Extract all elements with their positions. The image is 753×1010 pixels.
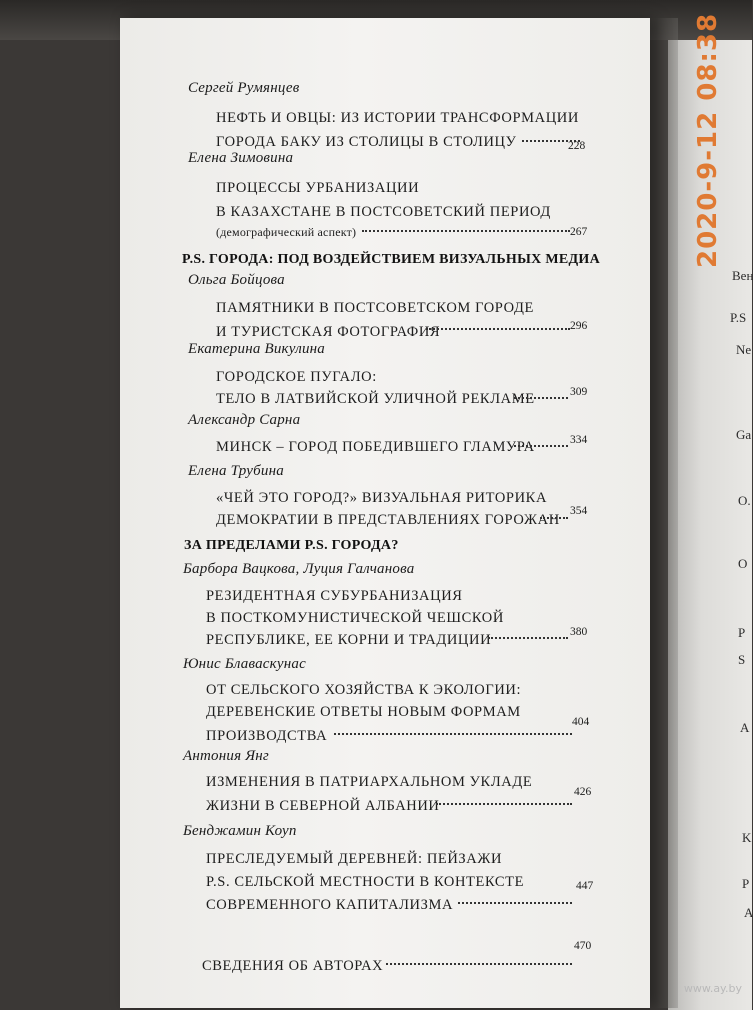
leader-dots (540, 517, 568, 519)
adjacent-page-fragment: Ne (736, 342, 752, 357)
entry-title-line: ПАМЯТНИКИ В ПОСТСОВЕТСКОМ ГОРОДЕ (216, 300, 534, 316)
author-name: Екатерина Викулина (188, 341, 326, 357)
author-name: Юнис Блаваскунас (183, 656, 306, 672)
author-name: Елена Трубина (188, 463, 284, 479)
author-name: Елена Зимовина (188, 150, 294, 166)
entry-title-line: ПРЕСЛЕДУЕМЫЙ ДЕРЕВНЕЙ: ПЕЙЗАЖИ (206, 851, 503, 867)
author-name: Ольга Бойцова (188, 272, 285, 288)
section-heading: ЗА ПРЕДЕЛАМИ P.S. ГОРОДА? (184, 538, 399, 553)
entry-title-line: ГОРОДА БАКУ ИЗ СТОЛИЦЫ В СТОЛИЦУ (216, 134, 517, 150)
adjacent-page-fragment: Вен (732, 268, 753, 283)
entry-title-line: ПРОЦЕССЫ УРБАНИЗАЦИИ (216, 180, 420, 196)
author-name: Сергей Румянцев (188, 80, 300, 96)
entry-title-line: (демографический аспект) (216, 225, 357, 239)
adjacent-page-fragment: P (742, 876, 750, 891)
entry-title-line: P.S. СЕЛЬСКОЙ МЕСТНОСТИ В КОНТЕКСТЕ (206, 874, 525, 890)
entry-title-line: НЕФТЬ И ОВЦЫ: ИЗ ИСТОРИИ ТРАНСФОРМАЦИИ (216, 110, 579, 126)
leader-dots (362, 230, 570, 232)
entry-title-line: ДЕРЕВЕНСКИЕ ОТВЕТЫ НОВЫМ ФОРМАМ (206, 704, 521, 720)
entry-title-line: РЕЗИДЕНТНАЯ СУБУРБАНИЗАЦИЯ (206, 588, 463, 604)
page-number: 470 (574, 940, 592, 952)
adjacent-page-fragment: K (742, 830, 752, 845)
entry-title-line: ОТ СЕЛЬСКОГО ХОЗЯЙСТВА К ЭКОЛОГИИ: (206, 682, 522, 698)
page-number: 380 (570, 626, 588, 638)
page-number: 228 (568, 140, 586, 152)
entry-title-line: МИНСК – ГОРОД ПОБЕДИВШЕГО ГЛАМУРА (216, 439, 535, 455)
leader-dots (514, 397, 568, 399)
adjacent-page-fragment: P (738, 625, 746, 640)
entry-title-line: ПРОИЗВОДСТВА (206, 728, 328, 744)
date-stamp: 2020-9-12 08:38 (693, 12, 723, 268)
page-number: 447 (576, 880, 594, 892)
entry-title-line: СВЕДЕНИЯ ОБ АВТОРАХ (202, 958, 384, 974)
entry-title-line: «ЧЕЙ ЭТО ГОРОД?» ВИЗУАЛЬНАЯ РИТОРИКА (216, 490, 548, 506)
leader-dots (458, 902, 572, 904)
page-number: 309 (570, 386, 588, 398)
leader-dots (426, 328, 570, 330)
adjacent-page-fragment: A (744, 905, 753, 920)
entry-title-line: РЕСПУБЛИКЕ, ЕЕ КОРНИ И ТРАДИЦИИ (206, 632, 492, 648)
author-name: Александр Сарна (188, 412, 301, 428)
author-name: Антония Янг (183, 748, 269, 764)
page-number: 267 (570, 226, 588, 238)
leader-dots (334, 733, 572, 735)
adjacent-page-fragment: Ga (736, 427, 752, 442)
entry-title-line: СОВРЕМЕННОГО КАПИТАЛИЗМА (206, 897, 454, 913)
adjacent-page-fragment: P.S (730, 310, 747, 325)
adjacent-page-fragment: O (738, 556, 748, 571)
leader-dots (436, 803, 572, 805)
adjacent-page-fragment: O. (738, 493, 751, 508)
watermark: www.ay.by (683, 982, 742, 995)
entry-title-line: ДЕМОКРАТИИ В ПРЕДСТАВЛЕНИЯХ ГОРОЖАН (216, 512, 560, 528)
entry-title-line: ЖИЗНИ В СЕВЕРНОЙ АЛБАНИИ (206, 798, 440, 814)
page-number: 296 (570, 320, 588, 332)
adjacent-page-fragment: S (738, 652, 746, 667)
entry-title-line: ИЗМЕНЕНИЯ В ПАТРИАРХАЛЬНОМ УКЛАДЕ (206, 774, 533, 790)
entry-title-line: ГОРОДСКОЕ ПУГАЛО: (216, 369, 377, 385)
leader-dots (488, 637, 568, 639)
author-name: Бенджамин Коуп (183, 823, 297, 839)
entry-title-line: В ПОСТКОМУНИСТИЧЕСКОЙ ЧЕШСКОЙ (206, 610, 504, 626)
entry-title-line: ТЕЛО В ЛАТВИЙСКОЙ УЛИЧНОЙ РЕКЛАМЕ (216, 391, 535, 407)
entry-title-line: И ТУРИСТСКАЯ ФОТОГРАФИЯ (216, 324, 441, 340)
author-name: Барбора Вацкова, Луция Галчанова (183, 561, 415, 577)
page-number: 354 (570, 505, 588, 517)
page-number: 426 (574, 786, 592, 798)
leader-dots (386, 963, 572, 965)
page-number: 334 (570, 434, 588, 446)
section-heading: P.S. ГОРОДА: ПОД ВОЗДЕЙСТВИЕМ ВИЗУАЛЬНЫХ МЕДИА (182, 252, 601, 267)
leader-dots (514, 445, 568, 447)
entry-title-line: В КАЗАХСТАНЕ В ПОСТСОВЕТСКИЙ ПЕРИОД (216, 204, 551, 220)
page-number: 404 (572, 716, 590, 728)
adjacent-page-fragment: A (740, 720, 750, 735)
